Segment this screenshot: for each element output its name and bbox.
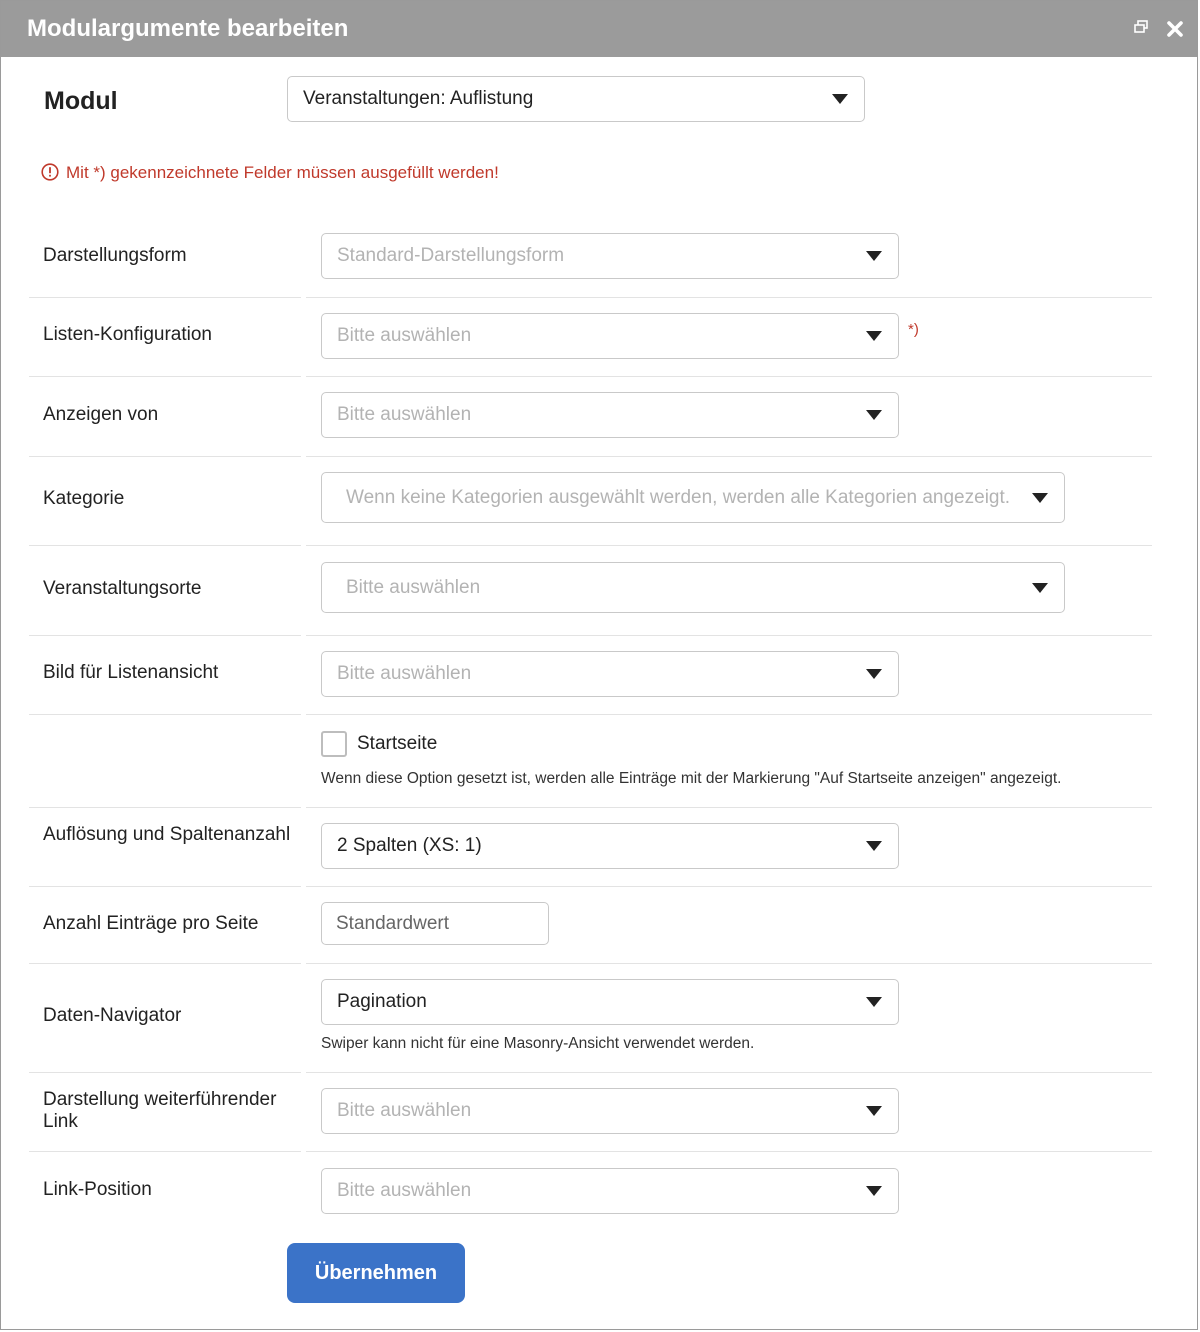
required-fields-notice <box>41 163 499 183</box>
row-divider <box>29 1072 301 1073</box>
bild-listenansicht-select[interactable] <box>321 651 899 697</box>
kategorie-placeholder: Wenn keine Kategorien ausgewählt werden, werden alle Kategorien angezeigt. <box>346 486 1011 508</box>
chevron-down-icon <box>1032 493 1048 503</box>
chevron-down-icon <box>866 251 882 261</box>
bild-listenansicht-placeholder: Bitte auswählen <box>337 663 472 684</box>
chevron-down-icon <box>866 841 882 851</box>
chevron-down-icon <box>866 331 882 341</box>
label-weiterfuehrender-link-line1: Darstellung weiterführender <box>43 1089 277 1110</box>
row-divider <box>29 714 301 715</box>
row-divider <box>29 635 301 636</box>
anzeigen-von-placeholder: Bitte auswählen <box>337 404 472 425</box>
daten-navigator-value: Pagination <box>337 991 427 1012</box>
chevron-down-icon <box>832 94 848 104</box>
label-bild-listenansicht: Bild für Listenansicht <box>43 662 219 683</box>
chevron-down-icon <box>1032 583 1048 593</box>
warning-circle-icon <box>41 163 58 180</box>
row-divider <box>306 1072 1152 1073</box>
row-divider <box>306 1151 1152 1152</box>
row-divider <box>29 1151 301 1152</box>
listen-konfiguration-select[interactable] <box>321 313 899 359</box>
row-divider <box>306 376 1152 377</box>
module-select-value: Veranstaltungen: Auflistung <box>303 88 534 109</box>
row-divider <box>306 886 1152 887</box>
label-daten-navigator: Daten-Navigator <box>43 1005 182 1026</box>
weiterfuehrender-link-placeholder: Bitte auswählen <box>337 1100 472 1121</box>
dialog-titlebar[interactable] <box>1 1 1197 57</box>
row-divider <box>306 807 1152 808</box>
link-position-select[interactable] <box>321 1168 899 1214</box>
listen-konfiguration-placeholder: Bitte auswählen <box>337 325 472 346</box>
close-icon[interactable] <box>1165 19 1185 39</box>
label-anzeigen-von: Anzeigen von <box>43 404 159 425</box>
required-mark: *) <box>908 321 919 338</box>
row-divider <box>29 376 301 377</box>
link-position-placeholder: Bitte auswählen <box>337 1180 472 1201</box>
weiterfuehrender-link-select[interactable] <box>321 1088 899 1134</box>
aufloesung-select[interactable] <box>321 823 899 869</box>
label-kategorie: Kategorie <box>43 488 125 509</box>
module-select[interactable] <box>287 76 865 122</box>
row-divider <box>29 545 301 546</box>
startseite-hint: Wenn diese Option gesetzt ist, werden alle Einträge mit der Markierung "Auf Startseite anzeigen" angezeigt. <box>321 770 1062 787</box>
label-eintraege-pro-seite: Anzahl Einträge pro Seite <box>43 913 259 934</box>
startseite-label[interactable]: Startseite <box>357 733 438 754</box>
daten-navigator-hint: Swiper kann nicht für eine Masonry-Ansicht verwendet werden. <box>321 1035 755 1052</box>
row-divider <box>306 714 1152 715</box>
label-darstellungsform: Darstellungsform <box>43 245 187 266</box>
label-weiterfuehrender-link <box>43 1089 276 1133</box>
label-listen-konfiguration: Listen-Konfiguration <box>43 324 212 345</box>
required-fields-notice-text: Mit *) gekennzeichnete Felder müssen ausgefüllt werden! <box>66 163 499 182</box>
row-divider <box>306 963 1152 964</box>
veranstaltungsorte-placeholder: Bitte auswählen <box>346 576 481 598</box>
aufloesung-value: 2 Spalten (XS: 1) <box>337 835 482 856</box>
label-veranstaltungsorte: Veranstaltungsorte <box>43 578 202 599</box>
eintraege-pro-seite-input[interactable] <box>321 902 549 945</box>
row-divider <box>306 456 1152 457</box>
restore-window-icon[interactable] <box>1133 19 1153 39</box>
row-divider <box>306 297 1152 298</box>
chevron-down-icon <box>866 997 882 1007</box>
label-weiterfuehrender-link-line2: Link <box>43 1111 78 1132</box>
row-divider <box>29 297 301 298</box>
veranstaltungsorte-multiselect[interactable] <box>321 562 1065 613</box>
row-divider <box>29 963 301 964</box>
dialog-title: Modulargumente bearbeiten <box>27 15 349 42</box>
row-divider <box>29 807 301 808</box>
row-divider <box>306 545 1152 546</box>
apply-button[interactable]: Übernehmen <box>287 1243 465 1303</box>
kategorie-multiselect[interactable] <box>321 472 1065 523</box>
chevron-down-icon <box>866 1106 882 1116</box>
label-aufloesung-spaltenanzahl: Auflösung und Spaltenanzahl <box>43 824 291 845</box>
daten-navigator-select[interactable] <box>321 979 899 1025</box>
row-divider <box>306 635 1152 636</box>
row-divider <box>29 456 301 457</box>
startseite-checkbox[interactable] <box>321 731 347 757</box>
chevron-down-icon <box>866 410 882 420</box>
anzeigen-von-select[interactable] <box>321 392 899 438</box>
label-link-position: Link-Position <box>43 1179 152 1200</box>
module-label: Modul <box>44 87 118 115</box>
darstellungsform-placeholder: Standard-Darstellungsform <box>337 245 565 266</box>
chevron-down-icon <box>866 1186 882 1196</box>
darstellungsform-select[interactable] <box>321 233 899 279</box>
chevron-down-icon <box>866 669 882 679</box>
row-divider <box>29 886 301 887</box>
